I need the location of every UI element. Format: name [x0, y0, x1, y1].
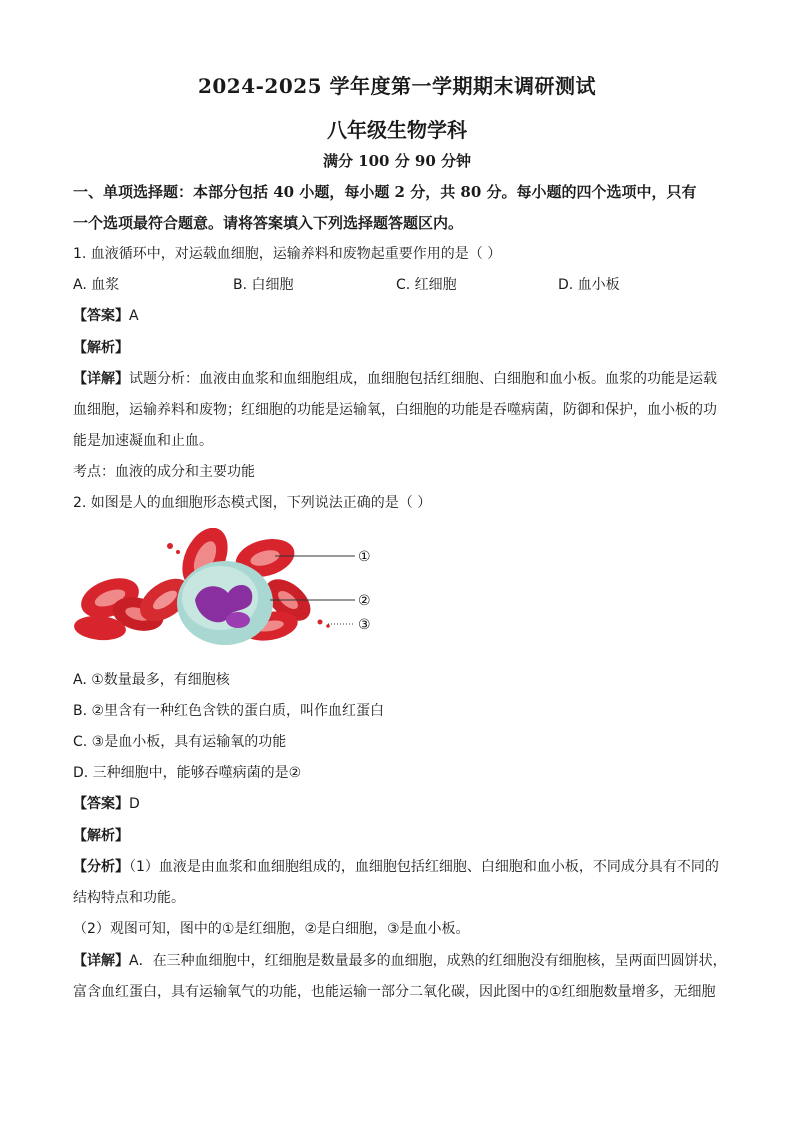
q2-option-a: A. ①数量最多，有细胞核: [73, 672, 230, 688]
q2-answer: D: [129, 796, 140, 812]
q2-fenxi-line2: 结构特点和功能。: [73, 890, 185, 906]
q1-answer-tag: 【答案】: [73, 308, 129, 324]
q2-fenxi-line1: [73, 857, 733, 877]
q1-detail-tag: 【详解】: [73, 371, 129, 387]
q1-answer-line: [73, 306, 733, 326]
q2-answer-line: [73, 794, 733, 814]
q1-analysis-label: 【解析】: [73, 340, 129, 356]
q1-option-c: C. 红细胞: [396, 277, 457, 293]
section-heading-line1: 一、单项选择题：本部分包括 40 小题，每小题 2 分，共 80 分。每小题的四个选项中，只有: [73, 183, 697, 201]
q1-detail-line1: [73, 369, 733, 389]
section-heading-line2: 一个选项最符合题意。请将答案填入下列选择题答题区内。: [73, 214, 464, 232]
q2-detail-line2: 富含血红蛋白，具有运输氧气的功能，也能运输一部分二氧化碳，因此图中的①红细胞数量增多，无细胞: [73, 984, 716, 1000]
q2-detail-tag: 【详解】: [73, 953, 129, 969]
q2-analysis-label: 【解析】: [73, 828, 129, 844]
blood-cell-figure: [70, 528, 380, 650]
white-blood-cell: [177, 561, 273, 645]
q2-fenxi-text1: （1）血液是由血浆和血细胞组成的，血细胞包括红细胞、白细胞和血小板，不同成分具有不同的: [129, 859, 719, 875]
q2-stem: 2. 如图是人的血细胞形态模式图，下列说法正确的是（ ）: [73, 495, 432, 511]
q2-fenxi-tag: 【分析】: [73, 859, 129, 875]
exam-subtitle: 八年级生物学科: [327, 118, 467, 142]
q1-option-d: D. 血小板: [558, 277, 620, 293]
q1-detail-line3: 能是加速凝血和止血。: [73, 433, 213, 449]
q2-analysis-tag-line: [73, 826, 733, 846]
q2-detail-line1: [73, 951, 733, 971]
q1-detail-line2: 血细胞，运输养料和废物；红细胞的功能是运输氧，白细胞的功能是吞噬病菌，防御和保护，血小板的功: [73, 402, 717, 418]
q1-analysis-tag: [73, 338, 733, 358]
q2-option-b: B. ②里含有一种红色含铁的蛋白质，叫作血红蛋白: [73, 703, 385, 719]
q2-answer-tag: 【答案】: [73, 796, 129, 812]
q2-detail-text1: A．在三种血细胞中，红细胞是数量最多的血细胞，成熟的红细胞没有细胞核，呈两面凹圆饼状，: [129, 953, 727, 969]
exam-title: 2024-2025 学年度第一学期期末调研测试: [197, 74, 597, 98]
q2-option-d: D. 三种细胞中，能够吞噬病菌的是②: [73, 765, 302, 781]
q1-stem: 1. 血液循环中，对运载血细胞，运输养料和废物起重要作用的是（ ）: [73, 246, 502, 262]
q1-option-a: A. 血浆: [73, 277, 120, 293]
figure-label-1: ①: [358, 549, 371, 565]
figure-label-3: ③: [358, 617, 371, 633]
q2-fenxi-line3: （2）观图可知，图中的①是红细胞，②是白细胞，③是血小板。: [73, 921, 470, 937]
q1-kaodian: 考点：血液的成分和主要功能: [73, 464, 255, 480]
q1-option-b: B. 白细胞: [233, 277, 294, 293]
exam-info: 满分 100 分 90 分钟: [322, 152, 472, 170]
figure-label-2: ②: [358, 593, 371, 609]
q1-answer: A: [129, 308, 139, 324]
q2-option-c: C. ③是血小板，具有运输氧的功能: [73, 734, 287, 750]
q1-detail-text1: 试题分析：血液由血浆和血细胞组成，血细胞包括红细胞、白细胞和血小板。血浆的功能是运载: [129, 371, 717, 387]
